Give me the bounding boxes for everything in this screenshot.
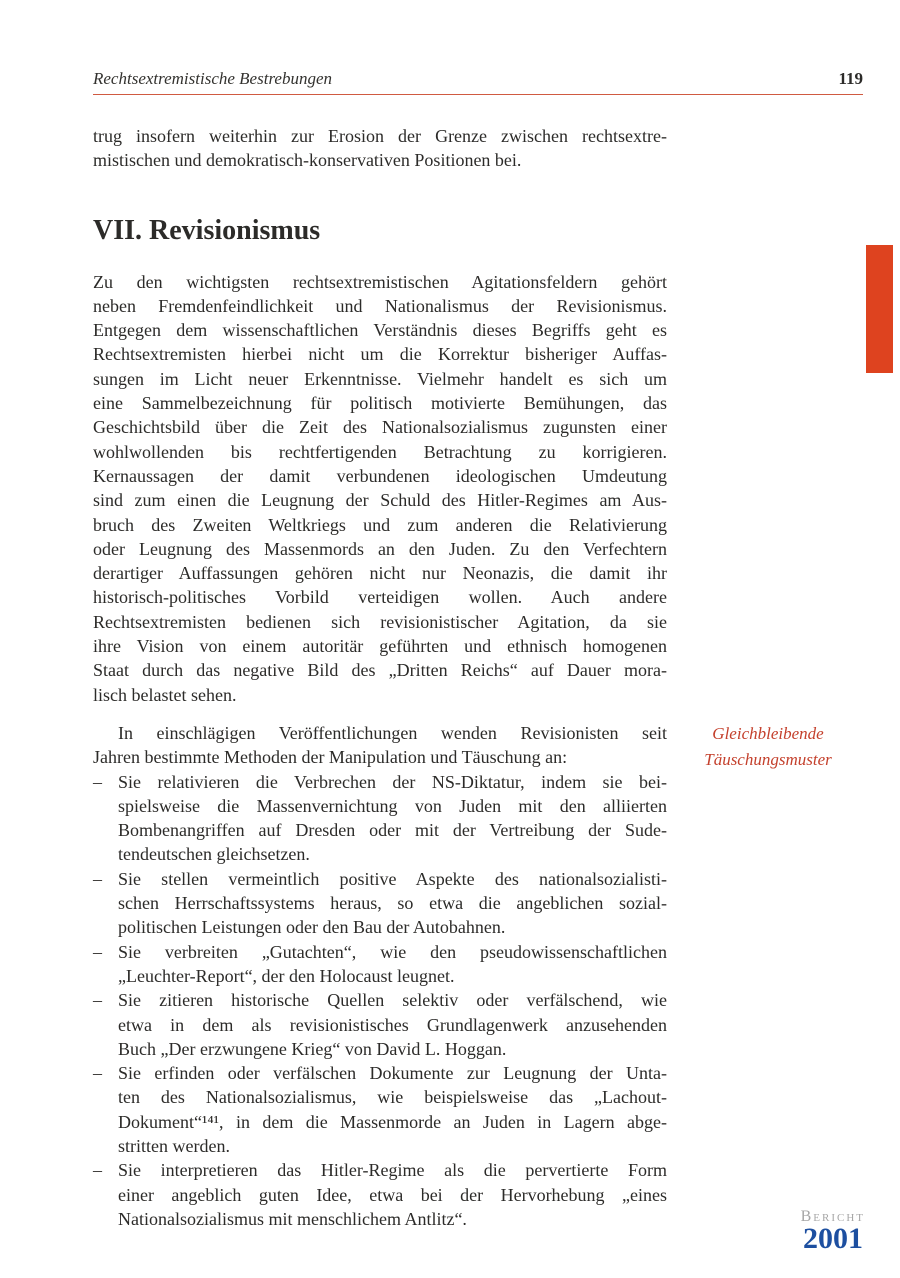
list-item-text: Sie stellen vermeintlich positive Aspekte des nationalsozialisti- schen Herrschaftssystems heraus, so etwa die angeblichen sozial- politischen Leistungen oder den Bau der Autobahnen.: [118, 868, 667, 938]
methods-list: [93, 770, 667, 1232]
methods-intro-paragraph: In einschlägigen Veröffentlichungen wenden Revisionisten seit Jahren bestimmte Methoden der Manipulation und Täuschung an:: [93, 722, 667, 768]
list-dash: –: [93, 990, 102, 1011]
list-dash: –: [93, 771, 102, 792]
body-column: [93, 124, 667, 1231]
footer-brand: [800, 1208, 865, 1255]
list-dash: –: [93, 1063, 102, 1084]
margin-note: Gleichbleibende Täuschungsmuster: [704, 724, 832, 769]
footer-year: 2001: [803, 1222, 863, 1255]
chapter-edge-tab: [866, 245, 893, 373]
list-item-text: Sie relativieren die Verbrechen der NS-Diktatur, indem sie bei- spielsweise die Massenvernichtung von Juden mit den alliierten Bombenangriffen auf Dresden oder mit der Vertreibung der Sude- tendeutschen gleichsetzen.: [118, 771, 667, 865]
list-item: [93, 988, 667, 1061]
list-item-text: Sie interpretieren das Hitler-Regime als die pervertierte Form einer angeblich guten Idee, etwa bei der Hervorhebung „eines Nationalsozialismus mit menschlichem Antlitz“.: [118, 1160, 667, 1229]
list-item: [93, 940, 667, 989]
carryover-paragraph: trug insofern weiterhin zur Erosion der Grenze zwischen rechtsextre- mistischen und demokratisch-konservativen Positionen bei.: [93, 126, 667, 171]
page-header: [93, 69, 863, 95]
section-paragraph: Zu den wichtigsten rechtsextremistischen Agitationsfeldern gehört neben Fremdenfeindlichkeit und Nationalismus der Revisionismus. Entgegen dem wissenschaftlichen Verständnis dieses Begriffs geht es Rechtsextremisten hierbei nicht um die Korrektur bisheriger Auffas- sungen im Licht neuer Erkenntnisse. Vielmehr handelt es sich um eine Sammelbezeichnung für politisch motivierte Bemühungen, das Geschichtsbild über die Zeit des Nationalsozialismus zugunsten einer wohlwollenden bis rechtfertigenden Betrachtung zu korrigieren. Kernaussagen der damit verbundenen ideologischen Umdeutung sind zum einen die Leugnung der Schuld des Hitler-Regimes am Aus- bruch des Zweiten Weltkriegs und zum anderen die Relativierung oder Leugnung des Massenmords an den Juden. Zu den Verfechtern derartiger Auffassungen gehören nicht nur Neonazis, die damit ihr historisch-politisches Vorbild verteidigen wollen. Auch andere Rechtsextremisten bedienen sich revisionistischer Agitation, da sie ihre Vision von einem autoritär geführten und ethnisch homogenen Staat durch das negative Bild des „Dritten Reichs“ auf Dauer mora- lisch belastet sehen.: [93, 271, 667, 705]
section-heading: VII. Revisionismus: [93, 214, 321, 246]
list-item-text: Sie verbreiten „Gutachten“, wie den pseudowissenschaftlichen „Leuchter-Report“, der den Holocaust leugnet.: [118, 941, 667, 986]
list-item: [93, 770, 667, 867]
list-item: [93, 1061, 667, 1158]
list-item: [93, 867, 667, 940]
running-head-title: Rechtsextremistische Bestrebungen: [93, 69, 333, 88]
list-dash: –: [93, 868, 102, 889]
page-number: 119: [838, 69, 863, 88]
list-item: [93, 1158, 667, 1231]
list-item-text: Sie erfinden oder verfälschen Dokumente zur Leugnung der Unta- ten des Nationalsozialismus, wie beispielsweise das „Lachout- Dokument“¹⁴¹, in dem die Massenmorde an Juden in Lagern abge- stritten werden.: [118, 1063, 667, 1156]
list-item-text: Sie zitieren historische Quellen selektiv oder verfälschend, wie etwa in dem als revisionistisches Grundlagenwerk anzusehenden Buch „Der erzwungene Krieg“ von David L. Hoggan.: [118, 990, 667, 1059]
list-dash: –: [93, 941, 102, 962]
list-dash: –: [93, 1160, 102, 1181]
footer-bericht-label: Bericht: [800, 1208, 865, 1225]
